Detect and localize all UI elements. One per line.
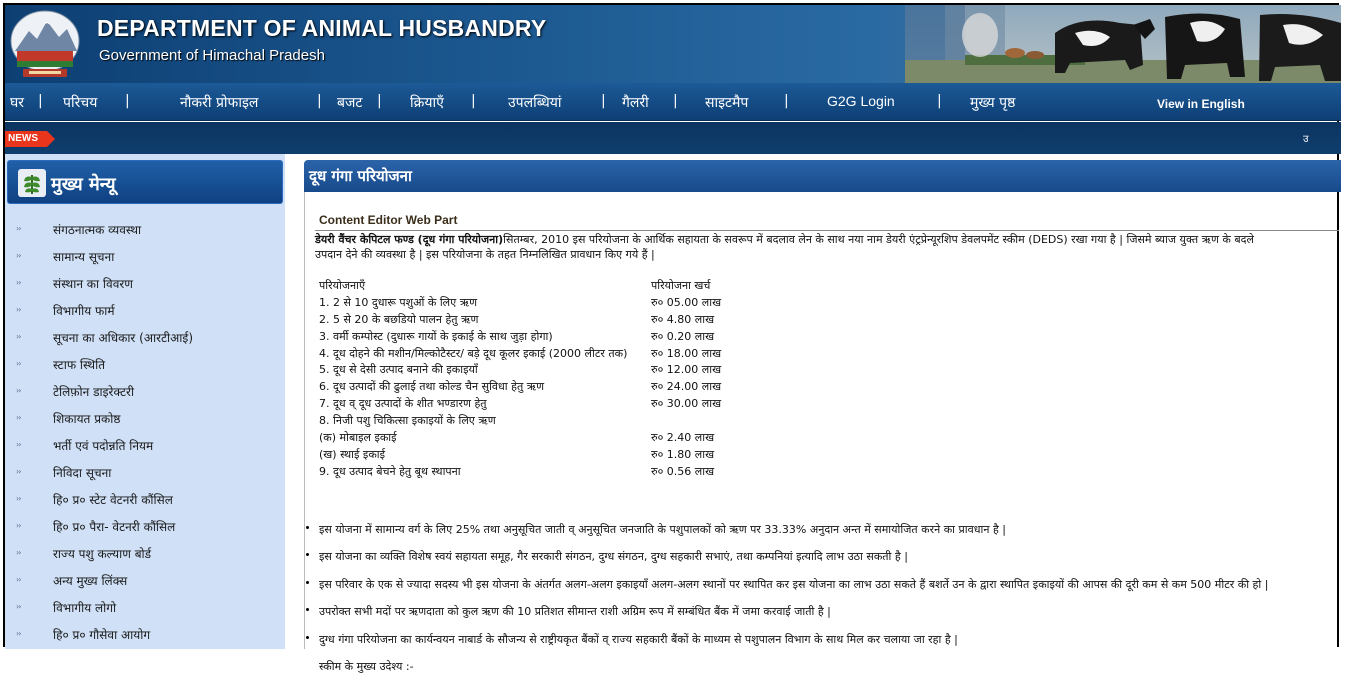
sidebar-item-organizational-setup[interactable] (5, 216, 285, 243)
chevron-double-right-icon: ›› (16, 521, 21, 530)
sidebar-item-label: निविदा सूचना (53, 466, 112, 480)
table-cell: रु० 0.20 लाख (651, 329, 715, 343)
sidebar-item-label: संगठनात्मक व्यवस्था (53, 223, 142, 237)
site-subtitle: Government of Himachal Pradesh (99, 47, 325, 64)
sidebar-item-recruitment-rules[interactable] (5, 432, 285, 459)
sidebar-item-general-info[interactable] (5, 243, 285, 270)
table-cell: (क) मोबाइल इकाई (319, 431, 397, 445)
news-ticker-text[interactable]: उ (1303, 134, 1309, 145)
main-content (304, 160, 1341, 673)
chevron-double-right-icon: ›› (16, 359, 21, 368)
list-item-text: दुग्ध गंगा परियोजना का कार्यन्वयन नाबार्ड के सौजन्य से राष्ट्रीयकृत बैंकों व् राज्य सहकारी बैंकों के माध्यम से पशुपालन विभाग के साथ मिल कर चलाया जा रहा है | (319, 632, 958, 646)
nav-separator: | (784, 93, 789, 109)
sidebar-item-label: राज्य पशु कल्याण बोर्ड (53, 547, 152, 561)
sidebar-heading-box (7, 160, 283, 204)
nav-separator: | (317, 93, 322, 109)
sidebar-item-gauseva-aayog[interactable] (5, 621, 285, 648)
chevron-double-right-icon: ›› (16, 575, 21, 584)
sidebar-item-label: सूचना का अधिकार (आरटीआई) (53, 331, 194, 345)
chevron-double-right-icon: ›› (16, 413, 21, 422)
chevron-double-right-icon: ›› (16, 440, 21, 449)
sidebar-item-label: हि० प्र० गौसेवा आयोग (53, 628, 151, 642)
table-cell: 5. दूध से देसी उत्पाद बनाने की इकाइयाँ (319, 363, 478, 377)
table-cell: 8. निजी पशु चिकित्सा इकाइयों के लिए ऋण (319, 414, 496, 428)
sidebar-item-department-logo[interactable] (5, 594, 285, 621)
nav-separator: | (937, 93, 942, 109)
chevron-double-right-icon: ›› (16, 305, 21, 314)
list-item-text: स्कीम के मुख्य उदेश्य :- (319, 659, 414, 673)
nav-achievements[interactable]: उपलब्धियां (508, 95, 562, 111)
nav-separator: | (673, 93, 678, 109)
table-cell: रु० 0.56 लाख (651, 464, 715, 478)
view-in-english-link[interactable]: View in English (1157, 97, 1245, 111)
list-item (305, 549, 1335, 576)
sidebar-item-label: हि० प्र० स्टेट वेटनरी कौंसिल (53, 493, 173, 507)
sidebar-item-institution-details[interactable] (5, 270, 285, 297)
news-label: NEWS (8, 133, 38, 144)
nav-separator: | (38, 93, 43, 109)
bullet-dot-icon (306, 526, 309, 529)
table-cell: रु० 1.80 लाख (651, 447, 715, 461)
table-cell: रु० 05.00 लाख (651, 295, 722, 309)
sidebar-item-state-veterinary-council[interactable] (5, 486, 285, 513)
nav-separator: | (377, 93, 382, 109)
list-item-text: इस योजना में सामान्य वर्ग के लिए 25% तथा अनुसूचित जाती व् अनुसूचित जनजाति के पशुपालकों को ऋण पर 33.33% अनुदान अन्त में समायोजित करने का प्रावधान है | (319, 523, 1006, 536)
sidebar-item-tender-notice[interactable] (5, 459, 285, 486)
bullet-dot-icon (306, 636, 309, 639)
nav-job-profile[interactable]: नौकरी प्रोफाइल (180, 95, 259, 111)
webpart-divider (315, 230, 1339, 231)
sidebar-item-grievance-cell[interactable] (5, 405, 285, 432)
sidebar-item-label: शिकायत प्रकोष्ठ (53, 412, 121, 426)
chevron-double-right-icon: ›› (16, 629, 21, 638)
nav-separator: | (471, 93, 476, 109)
chevron-double-right-icon: ›› (16, 224, 21, 233)
chevron-double-right-icon: ›› (16, 602, 21, 611)
sidebar-heading: मुख्य मेन्यू (51, 174, 116, 195)
sidebar-item-staff-position[interactable] (5, 351, 285, 378)
bullet-dot-icon (306, 608, 309, 611)
list-item (305, 632, 1335, 659)
chevron-double-right-icon: ›› (16, 386, 21, 395)
table-cell: रु० 4.80 लाख (651, 312, 715, 326)
page-title: दूध गंगा परियोजना (309, 167, 412, 185)
site-header (5, 5, 1341, 83)
sidebar-item-telephone-directory[interactable] (5, 378, 285, 405)
list-item (305, 522, 1335, 549)
news-strip (5, 122, 1341, 154)
nav-separator: | (125, 93, 130, 109)
scheme-bullet-list (305, 522, 1335, 686)
table-cell: रु० 24.00 लाख (651, 380, 722, 394)
scheme-name: डेयरी वैंचर केपिटल फण्ड (दूध गंगा परियोजना) (315, 233, 504, 246)
sidebar-item-label: संस्थान का विवरण (53, 277, 133, 291)
sidebar-item-label: टेलिफ़ोन डाइरेक्टरी (53, 385, 135, 399)
table-cell: 3. वर्मी कम्पोस्ट (दुधारू गायों के इकाई के साथ जुड़ा होगा) (319, 329, 553, 343)
table-cell: 1. 2 से 10 दुधारू पशुओं के लिए ऋण (319, 295, 478, 309)
table-cell: रु० 30.00 लाख (651, 397, 722, 411)
sidebar-item-label: स्टाफ स्थिति (53, 358, 106, 372)
table-cell: रु० 18.00 लाख (651, 346, 722, 360)
webpart-title: Content Editor Web Part (319, 213, 458, 227)
sidebar-item-label: हि० प्र० पैरा- वेटनरी कौंसिल (53, 520, 176, 534)
chevron-double-right-icon: ›› (16, 494, 21, 503)
sidebar-item-para-veterinary-council[interactable] (5, 513, 285, 540)
sidebar-item-label: विभागीय फार्म (53, 304, 115, 318)
chevron-double-right-icon: ›› (16, 251, 21, 260)
chevron-double-right-icon: ›› (16, 548, 21, 557)
sidebar-item-rti[interactable] (5, 324, 285, 351)
bullet-dot-icon (306, 581, 309, 584)
table-cell: रु० 12.00 लाख (651, 363, 722, 377)
cattle-banner-image (905, 5, 1341, 83)
table-cell: 4. दूध दोहने की मशीन/मिल्कोटैस्टर/ बड़े दूध कूलर इकाई (2000 लीटर तक) (319, 346, 628, 360)
list-item-text: उपरोक्त सभी मदों पर ऋणदाता को कुल ऋण की 10 प्रतिशत सीमान्त राशी अग्रिम रूप में सम्बंधित बैंक में जमा करवाई जाती है | (319, 605, 831, 619)
table-cell: (ख) स्थाई इकाई (319, 447, 386, 461)
sidebar-item-department-forms[interactable] (5, 297, 285, 324)
intro-text-line2: उपदान देने की व्यवस्था है | इस परियोजना के तहत निम्नलिखित प्रावधान किए गये हैं | (315, 248, 655, 261)
intro-text-line1: सितम्बर, 2010 इस परियोजना के आर्थिक सहायता के सवरूप में बदलाव लेन के साथ नया नाम डेयरी एंट्रप्रेन्यूरशिप डेवलपमेंट स्कीम (DEDS) रखा गया है | जिसमे ब्याज युक्त ऋण के बदले (503, 233, 1254, 246)
wheat-leaf-icon (18, 169, 46, 197)
table-cell: रु० 2.40 लाख (651, 431, 715, 445)
sidebar-item-label: विभागीय लोगो (53, 601, 117, 615)
list-item-text: इस परिवार के एक से ज्यादा सदस्य भी इस योजना के अंतर्गत अलग-अलग इकाइयाँ अलग-अलग स्थानों पर स्थापित कर इस योजना का लाभ उठा सकते हैं बशर्ते उन के द्वारा स्थापित इकाइयों की आपस की दूरी कम से कम 500 मीटर की हो | (319, 577, 1269, 591)
sidebar (5, 154, 285, 649)
page-frame (3, 3, 1339, 673)
nav-activities[interactable]: क्रियाएँ (410, 95, 444, 111)
table-cell: 6. दूध उत्पादों की ढुलाई तथा कोल्ड चैन सुविधा हेतु ऋण (319, 380, 545, 394)
nav-budget[interactable]: बजट (337, 95, 363, 111)
table-cell: 2. 5 से 20 के बछडियो पालन हेतु ऋण (319, 312, 479, 326)
table-cell: 9. दूध उत्पाद बेचने हेतु बूथ स्थापना (319, 464, 461, 478)
intro-paragraph (315, 232, 1325, 262)
nav-gallery[interactable]: गैलरी (622, 95, 649, 111)
sidebar-menu-list (5, 216, 285, 648)
content-heading-bar (304, 160, 1341, 192)
chevron-double-right-icon: ›› (16, 278, 21, 287)
nav-sitemap[interactable]: साइटमैप (705, 95, 749, 111)
sidebar-item-label: अन्य मुख्य लिंक्स (53, 574, 128, 588)
list-item (305, 604, 1335, 631)
sidebar-item-label: भर्ती एवं पदोन्नति नियम (53, 439, 154, 453)
content-body (304, 192, 1341, 673)
nav-main-page[interactable]: मुख्य पृष्ठ (970, 95, 1016, 111)
bullet-dot-icon (306, 553, 309, 556)
list-item-text: इस योजना का व्यक्ति विशेष स्वयं सहायता समूह, गैर सरकारी संगठन, दुग्ध संगठन, दुग्ध सहकारी सभाएं, तथा कम्पनियां इत्यादि लाभ उठा सकती है | (319, 550, 908, 564)
nav-g2g-login[interactable]: G2G Login (827, 93, 895, 109)
nav-introduction[interactable]: परिचय (63, 95, 98, 111)
site-title: DEPARTMENT OF ANIMAL HUSBANDRY (97, 15, 547, 41)
column-header-projects: परियोजनाएँ (319, 279, 366, 292)
hp-emblem-logo (7, 7, 83, 79)
nav-home[interactable]: घर (10, 95, 24, 111)
table-cell: 7. दूध व् दूध उत्पादों के शीत भण्डारण हेतु (319, 397, 487, 411)
column-header-cost: परियोजना खर्च (651, 279, 711, 292)
chevron-double-right-icon: ›› (16, 332, 21, 341)
nav-separator: | (601, 93, 606, 109)
sidebar-item-other-links[interactable] (5, 567, 285, 594)
chevron-double-right-icon: ›› (16, 467, 21, 476)
sidebar-item-animal-welfare-board[interactable] (5, 540, 285, 567)
list-item (305, 577, 1335, 604)
main-nav-bar (5, 83, 1341, 121)
list-item (305, 659, 1335, 686)
sidebar-item-label: सामान्य सूचना (53, 250, 115, 264)
